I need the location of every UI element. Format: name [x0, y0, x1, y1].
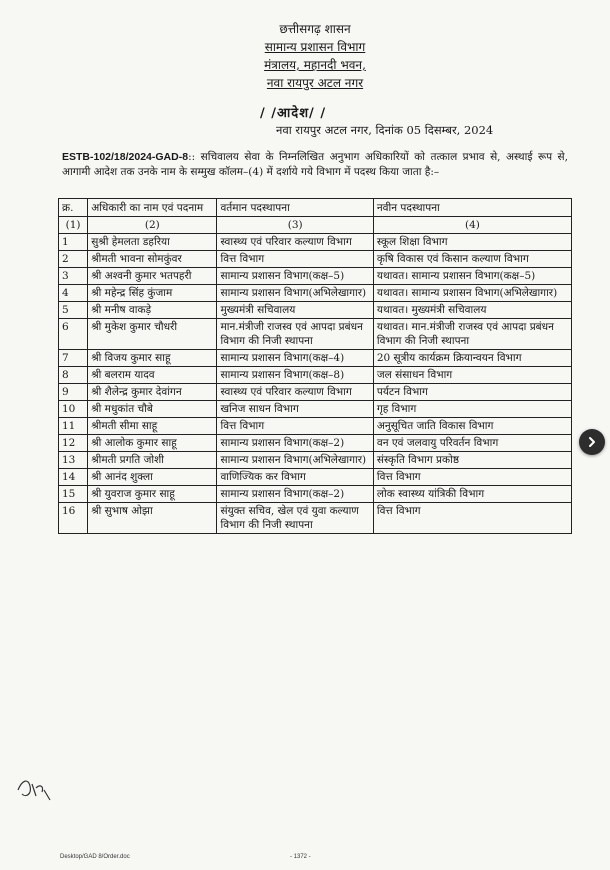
row-current: खनिज साधन विभाग	[217, 401, 373, 418]
header-ministry: मंत्रालय, महानदी भवन,	[264, 58, 366, 72]
signature-mark	[14, 770, 54, 806]
colnum-4: (4)	[373, 217, 571, 234]
row-serial: 8	[59, 367, 88, 384]
row-serial: 2	[59, 251, 88, 268]
intro-paragraph	[62, 150, 568, 179]
row-current: संयुक्त सचिव, खेल एवं युवा कल्याण विभाग की निजी स्थापना	[217, 503, 373, 534]
header-current: वर्तमान पदस्थापना	[217, 199, 373, 217]
footer-file-path: Desktop/GAD 8/Order.doc	[60, 854, 130, 860]
table-row	[59, 435, 572, 452]
row-new: यथावत। सामान्य प्रशासन विभाग(कक्ष–5)	[373, 268, 571, 285]
row-new: वन एवं जलवायु परिवर्तन विभाग	[373, 435, 571, 452]
row-serial: 4	[59, 285, 88, 302]
row-name: श्रीमती सीमा साहू	[88, 418, 217, 435]
row-current: स्वास्थ्य एवं परिवार कल्याण विभाग	[217, 384, 373, 401]
table-row	[59, 234, 572, 251]
row-current: वित्त विभाग	[217, 418, 373, 435]
row-serial: 11	[59, 418, 88, 435]
row-name: श्री विजय कुमार साहू	[88, 350, 217, 367]
row-new: यथावत। सामान्य प्रशासन विभाग(अभिलेखागार)	[373, 285, 571, 302]
header-new: नवीन पदस्थापना	[373, 199, 571, 217]
next-page-button[interactable]	[579, 429, 605, 455]
order-title: / /आदेश/ /	[260, 106, 327, 121]
table-row	[59, 469, 572, 486]
row-name: श्री आनंद शुक्ला	[88, 469, 217, 486]
row-name: श्रीमती भावना सोमकुंवर	[88, 251, 217, 268]
row-new: यथावत। मुख्यमंत्री सचिवालय	[373, 302, 571, 319]
row-new: संस्कृति विभाग प्रकोष्ठ	[373, 452, 571, 469]
colnum-2: (2)	[88, 217, 217, 234]
row-current: सामान्य प्रशासन विभाग(अभिलेखागार)	[217, 285, 373, 302]
letterhead	[230, 20, 400, 92]
table-row	[59, 503, 572, 534]
row-serial: 13	[59, 452, 88, 469]
row-name: श्री मुकेश कुमार चौधरी	[88, 319, 217, 350]
row-new: वित्त विभाग	[373, 503, 571, 534]
row-name: श्रीमती प्रगति जोशी	[88, 452, 217, 469]
row-name: श्री मनीष वाकड़े	[88, 302, 217, 319]
row-serial: 14	[59, 469, 88, 486]
row-name: श्री मधुकांत चौबे	[88, 401, 217, 418]
row-current: स्वास्थ्य एवं परिवार कल्याण विभाग	[217, 234, 373, 251]
header-department: सामान्य प्रशासन विभाग	[264, 40, 366, 54]
row-name: श्री आलोक कुमार साहू	[88, 435, 217, 452]
row-serial: 9	[59, 384, 88, 401]
colnum-3: (3)	[217, 217, 373, 234]
table-header-row	[59, 199, 572, 217]
row-new: अनुसूचित जाति विकास विभाग	[373, 418, 571, 435]
row-name: श्री महेन्द्र सिंह कुंजाम	[88, 285, 217, 302]
table-row	[59, 268, 572, 285]
row-new: गृह विभाग	[373, 401, 571, 418]
row-current: वाणिज्यिक कर विभाग	[217, 469, 373, 486]
header-govt: छत्तीसगढ़ शासन	[279, 22, 351, 36]
row-current: मान.मंत्रीजी राजस्व एवं आपदा प्रबंधन विभाग की निजी स्थापना	[217, 319, 373, 350]
row-new: 20 सूत्रीय कार्यक्रम क्रियान्वयन विभाग	[373, 350, 571, 367]
table-row	[59, 401, 572, 418]
table-row	[59, 319, 572, 350]
row-current: सामान्य प्रशासन विभाग(कक्ष–5)	[217, 268, 373, 285]
intro-text: :: सचिवालय सेवा के निम्नलिखित अनुभाग अधिकारियों को तत्काल प्रभाव से, अस्थाई रूप से, आगामी आदेश तक उनके नाम के सम्मुख कॉलम–(4) में दर्शाये गये विभाग में पदस्थ किया जाता है:–	[62, 151, 568, 178]
row-serial: 7	[59, 350, 88, 367]
row-serial: 15	[59, 486, 88, 503]
table-row	[59, 418, 572, 435]
row-new: यथावत। मान.मंत्रीजी राजस्व एवं आपदा प्रबंधन विभाग की निजी स्थापना	[373, 319, 571, 350]
row-current: सामान्य प्रशासन विभाग(कक्ष–2)	[217, 486, 373, 503]
header-serial: क्र.	[59, 199, 88, 217]
row-current: वित्त विभाग	[217, 251, 373, 268]
row-serial: 16	[59, 503, 88, 534]
dateline: नवा रायपुर अटल नगर, दिनांक 05 दिसम्बर, 2024	[276, 123, 494, 137]
row-serial: 3	[59, 268, 88, 285]
row-new: लोक स्वास्थ्य यांत्रिकी विभाग	[373, 486, 571, 503]
row-new: वित्त विभाग	[373, 469, 571, 486]
row-current: मुख्यमंत्री सचिवालय	[217, 302, 373, 319]
table-row	[59, 285, 572, 302]
posting-table	[58, 198, 572, 534]
table-row	[59, 367, 572, 384]
row-name: श्री शैलेन्द्र कुमार देवांगन	[88, 384, 217, 401]
chevron-right-icon	[586, 436, 598, 448]
table-row	[59, 452, 572, 469]
row-current: सामान्य प्रशासन विभाग(अभिलेखागार)	[217, 452, 373, 469]
row-serial: 6	[59, 319, 88, 350]
row-name: श्री सुभाष ओझा	[88, 503, 217, 534]
header-city: नवा रायपुर अटल नगर	[266, 76, 364, 90]
table-colnum-row	[59, 217, 572, 234]
row-current: सामान्य प्रशासन विभाग(कक्ष–8)	[217, 367, 373, 384]
row-current: सामान्य प्रशासन विभाग(कक्ष–2)	[217, 435, 373, 452]
row-current: सामान्य प्रशासन विभाग(कक्ष–4)	[217, 350, 373, 367]
row-serial: 5	[59, 302, 88, 319]
order-reference: ESTB-102/18/2024-GAD-8	[62, 151, 189, 163]
table-row	[59, 486, 572, 503]
header-name: अधिकारी का नाम एवं पदनाम	[88, 199, 217, 217]
row-new: पर्यटन विभाग	[373, 384, 571, 401]
table-row	[59, 251, 572, 268]
row-name: श्री अश्वनी कुमार भतपहरी	[88, 268, 217, 285]
footer-page-number: - 1372 -	[290, 854, 311, 860]
row-name: श्री युवराज कुमार साहू	[88, 486, 217, 503]
row-new: कृषि विकास एवं किसान कल्याण विभाग	[373, 251, 571, 268]
row-serial: 12	[59, 435, 88, 452]
table-row	[59, 350, 572, 367]
row-new: जल संसाधन विभाग	[373, 367, 571, 384]
row-new: स्कूल शिक्षा विभाग	[373, 234, 571, 251]
colnum-1: (1)	[59, 217, 88, 234]
table-row	[59, 384, 572, 401]
row-name: सुश्री हेमलता डहरिया	[88, 234, 217, 251]
row-name: श्री बलराम यादव	[88, 367, 217, 384]
row-serial: 10	[59, 401, 88, 418]
table-row	[59, 302, 572, 319]
row-serial: 1	[59, 234, 88, 251]
